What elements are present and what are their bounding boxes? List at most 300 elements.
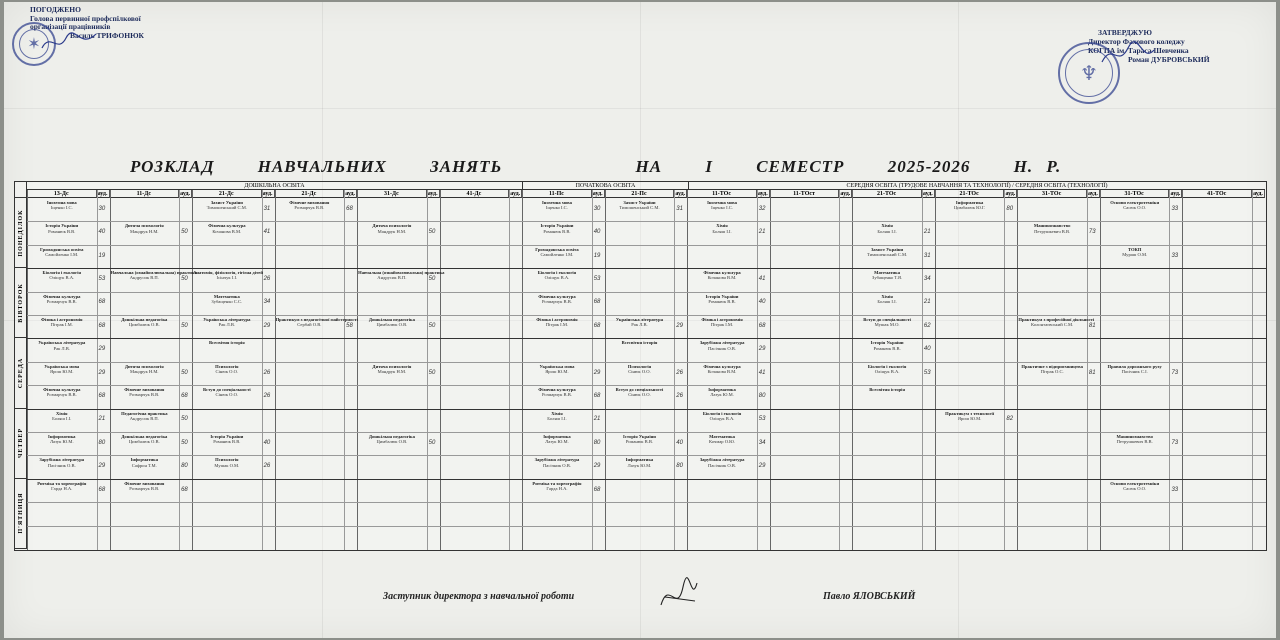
lesson-subject: Вступ до спеціальності [863,317,911,322]
lesson-teacher: Романюк В.В. [708,298,736,304]
lesson-cell [111,364,179,384]
title-word: І [705,157,713,176]
college-seal-icon: ♆ [1058,42,1120,104]
lesson-room: 68 [593,322,601,329]
lesson-subject: Біологія і екологія [702,410,742,416]
lesson-cell [28,294,96,314]
aud-header: ауд. [97,190,110,198]
lesson-room: 50 [428,439,436,446]
aud-header: ауд. [1169,190,1182,198]
lesson-subject: Інформатика [130,457,159,463]
group-header: 21-Дс [192,190,262,198]
lesson-subject: Захист України [871,246,904,252]
lesson-cell [523,247,591,267]
lesson-subject: Ритміка та хореографія [37,480,87,486]
group-header: 21-ТОс [935,190,1005,198]
lesson-cell [688,387,756,407]
lesson-cell [936,411,1004,431]
lesson-subject: Всесвітня історія [208,340,245,346]
lesson-room: 30 [593,205,601,212]
lesson-cell [606,200,674,220]
lesson-room: 68 [593,299,601,306]
approval-right-label: ЗАТВЕРДЖУЮ [1098,28,1152,37]
lesson-room: 50 [181,229,188,236]
aud-header: ауд. [592,190,605,198]
lesson-cell [111,411,179,431]
lesson-teacher: Розмарчук В.В. [129,392,160,398]
lesson-room: 41 [758,275,766,282]
lesson-teacher: Цимбалюк О.В. [128,322,160,328]
lesson-cell [523,481,591,501]
group-header: 11-ТОст [770,190,840,198]
lesson-room: 32 [758,205,766,212]
lesson-cell [523,364,591,384]
lesson-room: 62 [923,322,931,329]
lesson-teacher: Оліщук В.А. [49,275,75,281]
approval-left-line2: організації працівників [30,22,111,31]
title-word: 2025-2026 [887,157,971,176]
lesson-subject: Українська мова [539,363,575,369]
approval-left-label: ПОГОДЖЕНО [30,5,81,14]
title-word: НА [635,157,663,176]
lesson-subject: Біологія і екологія [42,270,81,276]
lesson-subject: Фізика і астрономія [536,317,578,322]
lesson-teacher: Мушак М.О. [874,322,900,328]
lesson-cell [28,364,96,384]
lesson-subject: Практичне з підприємництва [1021,363,1083,369]
lesson-teacher: Ісінчук І.І. [216,275,238,281]
lesson-room: 68 [98,299,106,306]
lesson-teacher: Мандрук Н.М. [130,369,159,374]
lesson-cell [853,387,921,407]
title-word: Н. Р. [1013,157,1062,176]
lesson-teacher: Розмарчук В.В. [46,298,77,304]
lesson-cell [193,223,261,243]
lesson-room: 40 [98,229,106,236]
lesson-teacher: Лазук Ю.М. [710,392,734,398]
lesson-cell [28,457,96,477]
lesson-subject: Психологія [215,363,239,369]
lesson-cell [111,387,179,407]
lesson-subject: Дошкільна педагогіка [368,434,415,439]
lesson-teacher: Андрусик В.П. [377,275,407,281]
lesson-teacher: Ярош Ю.М. [545,369,569,374]
lesson-teacher: Розмарчук В.В. [541,392,572,398]
lesson-cell [28,317,96,337]
lesson-subject: Психологія [215,457,239,463]
lesson-room: 40 [593,229,601,236]
lesson-cell [606,457,674,477]
lesson-subject: Анатомія, фізіологія, гігієна дітей [193,270,263,276]
lesson-cell [358,364,426,384]
lesson-teacher: Розмарчук В.В. [541,298,572,304]
lesson-room: 41 [263,229,271,236]
lesson-subject: Ритміка та хореографія [532,480,582,486]
lesson-cell [193,457,261,477]
lesson-room: 50 [181,322,188,329]
lesson-subject: Громадянська освіта [40,246,84,252]
lesson-subject: Фізичне виховання [289,200,330,205]
lesson-subject: Українська література [38,340,86,346]
lesson-teacher: Романюк В.В. [625,439,654,445]
aud-header: ауд. [262,190,275,198]
lesson-teacher: Зубащенко Т.Я. [872,275,903,281]
section-primary: ПОЧАТКОВА ОСВІТА [523,182,689,190]
lesson-subject: Українська мова [44,363,80,369]
lesson-subject: Практикум з педагогічної майстерності [275,317,358,322]
lesson-teacher: Пасічник О.В. [708,345,737,351]
lesson-subject: Біологія і екологія [537,270,577,276]
day-label [15,198,27,268]
lesson-cell [606,317,674,337]
lesson-subject: Фізика і астрономія [41,317,83,322]
lesson-subject: Інформатика [543,434,571,439]
lesson-teacher: Гарда Н.А. [546,486,568,491]
lesson-cell [193,200,261,220]
lesson-subject: Зарубіжна література [699,340,745,346]
lesson-room: 50 [181,275,188,282]
lesson-subject: Дитяча психологія [124,363,164,369]
lesson-teacher: Ярош Ю.М. [957,415,982,421]
group-header: 13-Дс [27,190,97,198]
lesson-cell [1101,247,1169,267]
lesson-subject: Історія України [210,434,244,439]
lesson-teacher: Кочанова В.М. [707,369,737,374]
lesson-teacher: Романюк В.В. [543,228,571,234]
lesson-room: 40 [263,439,271,446]
lesson-room: 19 [593,252,601,259]
lesson-room: 21 [593,416,601,423]
lesson-teacher: Кочанова В.М. [212,228,242,234]
lesson-room: 82 [1006,416,1014,423]
lesson-teacher: Тимошенський С.М. [619,205,660,211]
lesson-subject: Громадянська освіта [535,246,579,252]
group-header: 21-Дс [275,190,345,198]
lesson-cell [936,200,1004,220]
lesson-room: 73 [1088,229,1096,236]
title-word: РОЗКЛАД [130,157,215,176]
lesson-subject: Хімія [56,410,68,416]
lesson-subject: Фізична культура [43,387,81,393]
group-header: 31-ТОс [1017,190,1087,198]
lesson-subject: Математика [874,270,901,276]
lesson-teacher: Цимбалюк О.В. [128,439,160,445]
lesson-teacher: Цимбалюк О.В. [376,322,408,328]
lesson-teacher: Сінюк О.О. [628,392,651,398]
lesson-room: 50 [428,322,436,329]
lesson-teacher: Мандрук Н.М. [377,228,407,234]
lesson-teacher: Рак Л.В. [218,322,236,328]
group-header: 11-ТОс [687,190,757,198]
lesson-cell [193,364,261,384]
lesson-teacher: Цимбалюк Ю.Г. [953,205,986,211]
lesson-subject: Фізична культура [703,270,741,276]
lesson-room: 80 [181,463,188,470]
day-name: СЕРЕДА [17,357,24,389]
lesson-teacher: Лазук Ю.М. [545,439,569,445]
lesson-cell [28,387,96,407]
lesson-cell [688,340,756,360]
pair-divider [27,502,1266,503]
lesson-subject: Дитяча психологія [124,223,164,229]
lesson-subject: Математика [213,293,240,299]
lesson-subject: Іноземна мова [707,200,737,205]
pair-divider [27,315,1266,316]
lesson-teacher: Андрусик В.П. [129,275,159,281]
pair-divider [27,455,1266,456]
lesson-teacher: Сінюк О.О. [215,369,239,374]
lesson-teacher: Пітрак І.М. [545,322,569,328]
group-header: 31-ТОс [1100,190,1170,198]
lesson-cell [688,270,756,290]
section-secondary: СЕРЕДНЯ ОСВІТА (ТРУДОВЕ НАВЧАННЯ ТА ТЕХНОЛОГІЇ) / СЕРЕДНЯ ОСВІТА (ТЕХНОЛОГІЇ) [689,182,1265,190]
lesson-teacher: Самойленко І.М. [45,252,79,257]
pair-divider [27,245,1266,246]
lesson-subject: Хімія [551,410,563,416]
lesson-teacher: Тимошенський С.М. [206,205,247,211]
lesson-cell [523,434,591,454]
lesson-room: 19 [98,252,106,259]
lesson-room: 40 [923,346,931,353]
lesson-cell [193,434,261,454]
lesson-room: 29 [263,322,271,329]
lesson-teacher: Пітрак І.М. [710,322,734,328]
lesson-room: 50 [428,229,436,236]
lesson-teacher: Боляш І.І. [877,228,897,234]
lesson-room: 26 [676,392,683,399]
day-name: ВІВТОРОК [17,283,24,323]
lesson-room: 68 [98,486,106,493]
day-divider [27,409,1266,410]
lesson-cell [688,364,756,384]
lesson-subject: Всесвітня історія [869,387,905,393]
lesson-room: 73 [1171,369,1179,376]
lesson-room: 26 [263,275,271,282]
lesson-subject: Машинознавство [1033,223,1071,229]
aud-header: ауд. [427,190,440,198]
group-header: 21-ТОс [852,190,922,198]
lesson-teacher: Сінюк О.О. [628,369,651,374]
lesson-subject: Практикум з технології [945,410,995,416]
lesson-subject: Історія України [45,223,79,229]
footer-role: Заступник директора з навчальної роботи [383,591,575,602]
lesson-subject: Дитяча психологія [372,223,412,229]
lesson-cell [358,223,426,243]
day-name: ПОНЕДІЛОК [17,209,24,257]
lesson-room: 41 [758,369,766,376]
lesson-teacher: Петрушкевич В.В. [1116,439,1153,445]
lesson-subject: Історія України [623,434,656,439]
lesson-room: 68 [593,392,601,399]
group-header: 41-ТОс [1182,190,1252,198]
lesson-subject: Навчальна (ознайомлювальна) практика [358,270,445,276]
lesson-room: 21 [923,299,931,306]
day-divider [27,479,1266,480]
pair-divider [27,526,1266,527]
lesson-cell [523,223,591,243]
lesson-cell [523,200,591,220]
lesson-cell [28,247,96,267]
aud-header: ауд. [839,190,852,198]
lesson-cell [111,223,179,243]
lesson-subject: Захист України [623,200,656,205]
lesson-cell [1101,364,1169,384]
lesson-subject: Фізична культура [538,293,576,299]
lesson-cell [688,411,756,431]
lesson-teacher: Мураш О.М. [1122,252,1148,257]
lesson-subject: Українська література [615,317,664,322]
lesson-subject: Іноземна мова [542,200,572,205]
timetable-grid [14,181,1267,551]
lesson-room: 68 [98,392,106,399]
approval-right-line1: Директор Фахового коледжу [1088,37,1185,46]
lesson-room: 31 [923,252,931,259]
lesson-room: 50 [181,369,188,376]
lesson-room: 53 [923,369,931,376]
lesson-cell [111,457,179,477]
lesson-room: 29 [98,346,106,353]
lesson-cell [853,270,921,290]
lesson-cell [606,340,674,360]
lesson-room: 21 [923,229,931,236]
lesson-teacher: Розмарчук В.В. [129,486,160,491]
lesson-cell [688,294,756,314]
day-label [15,479,27,549]
lesson-cell [523,270,591,290]
lesson-room: 50 [428,275,436,282]
lesson-room: 68 [181,486,188,493]
lesson-cell [28,481,96,501]
lesson-room: 29 [593,463,601,470]
day-divider [27,338,1266,339]
lesson-cell [688,434,756,454]
aud-header: ауд. [179,190,192,198]
lesson-room: 26 [676,369,683,376]
lesson-room: 68 [346,205,353,212]
lesson-room: 26 [263,463,271,470]
pair-divider [27,292,1266,293]
lesson-subject: Фізична культура [538,387,576,393]
lesson-teacher: Пітрак О.С. [1040,369,1064,374]
lesson-subject: Хімія [716,223,728,229]
lesson-subject: Інформатика [48,434,76,439]
lesson-subject: Біологія і екологія [867,363,907,369]
lesson-room: 50 [181,416,188,423]
lesson-cell [111,434,179,454]
lesson-cell [688,200,756,220]
lesson-cell [28,270,96,290]
aud-header: ауд. [757,190,770,198]
lesson-teacher: Сасюк О.О. [1123,486,1147,491]
group-header: 11-Пс [522,190,592,198]
lesson-room: 68 [98,322,106,329]
lesson-teacher: Іщенко І.С. [50,205,73,211]
approval-right-name: Роман ДУБРОВСЬКИЙ [1128,55,1210,64]
lesson-cell [688,457,756,477]
lesson-teacher: Сінюк О.О. [215,392,239,398]
lesson-teacher: Оліщук В.А. [709,415,735,421]
lesson-subject: Українська література [203,317,251,322]
aud-header: ауд. [922,190,935,198]
lesson-teacher: Романюк В.В. [213,439,241,445]
lesson-subject: ТОКП [1127,246,1142,252]
lesson-teacher: Оліщук В.А. [874,369,900,374]
lesson-room: 40 [676,439,683,446]
lesson-subject: Правила дорожнього руху [1107,363,1162,369]
day-label [15,338,27,408]
lesson-cell [853,317,921,337]
lesson-subject: Захист України [210,200,243,205]
lesson-subject: Інформатика [625,457,654,463]
lesson-cell [193,317,261,337]
lesson-teacher: Іщенко І.С. [546,205,568,211]
lesson-subject: Практикум з професійної діяльності [1018,317,1095,322]
lesson-room: 68 [758,322,766,329]
lesson-room: 33 [1171,205,1179,212]
lesson-teacher: Зубащенко С.С. [211,298,243,304]
lesson-teacher: Ярош Ю.М. [50,369,74,374]
lesson-room: 33 [1171,486,1179,493]
lesson-cell [28,223,96,243]
lesson-cell [523,317,591,337]
lesson-subject: Фізичне виховання [124,387,165,393]
lesson-cell [28,340,96,360]
lesson-room: 40 [758,299,766,306]
day-name: ЧЕТВЕР [17,428,24,459]
aud-header: ауд. [344,190,357,198]
lesson-cell [1101,200,1169,220]
lesson-subject: Машинознавство [1116,434,1153,439]
lesson-subject: Зарубіжна література [534,457,580,463]
lesson-teacher: Боляш І.І. [52,415,72,421]
lesson-teacher: Сафрон Т.М. [131,462,157,468]
lesson-subject: Фізична культура [703,363,741,369]
lesson-room: 29 [758,463,766,470]
lesson-room: 29 [676,322,683,329]
lesson-teacher: Пасічник О.В. [708,462,737,468]
lesson-subject: Інформатика [955,200,984,205]
lesson-teacher: Розмарчук В.В. [294,205,325,211]
lesson-cell [1018,223,1086,243]
lesson-teacher: Рак Л.В. [53,345,70,351]
group-header: 31-Дс [357,190,427,198]
lesson-subject: Історія України [870,340,904,346]
lesson-room: 80 [593,439,601,446]
lesson-cell [523,411,591,431]
lesson-teacher: Пасічник О.В. [47,462,76,468]
lesson-room: 31 [676,205,683,212]
lesson-room: 34 [758,439,766,446]
lesson-room: 80 [758,392,766,399]
lesson-subject: Психологія [627,363,652,369]
lesson-cell [358,317,426,337]
lesson-subject: Хімія [881,293,893,299]
aud-header: ауд. [509,190,522,198]
lesson-teacher: Тимошенський С.М. [866,252,908,257]
group-header: 41-Дс [440,190,510,198]
lesson-cell [523,387,591,407]
lesson-cell [853,294,921,314]
lesson-subject: Зарубіжна література [699,457,745,463]
lesson-subject: Історія України [540,223,574,229]
lesson-subject: Дитяча психологія [372,363,412,369]
lesson-cell [28,200,96,220]
lesson-room: 80 [676,463,683,470]
lesson-teacher: Сербай О.В. [297,322,322,328]
lesson-teacher: Сасюк О.О. [1123,205,1147,211]
footer-name: Павло ЯЛОВСЬКИЙ [823,591,916,602]
lesson-room: 73 [1171,439,1179,446]
